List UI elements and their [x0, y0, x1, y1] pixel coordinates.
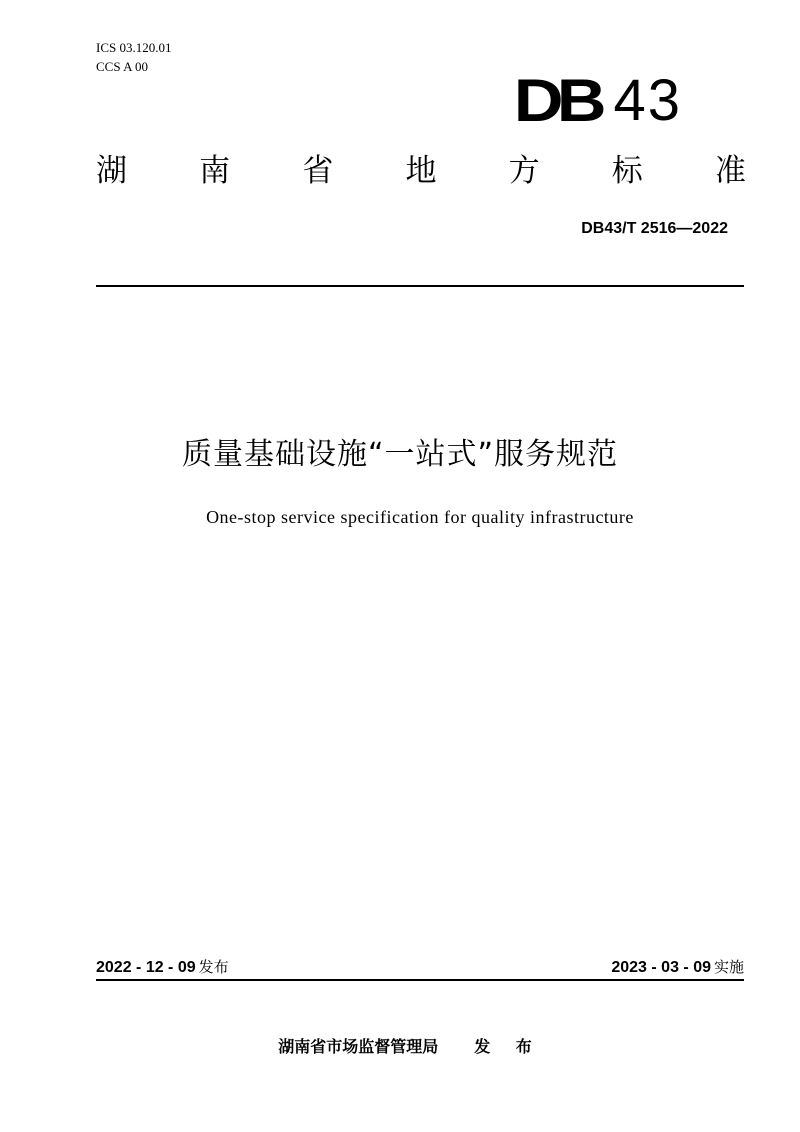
- issue-date-block: [96, 954, 229, 981]
- issuer-action: 发 布: [474, 1037, 542, 1056]
- implement-date: 2023 - 03 - 09: [611, 959, 711, 976]
- title-chinese: 质量基础设施“一站式”服务规范: [181, 437, 619, 472]
- classification-codes: [96, 38, 171, 76]
- implement-date-block: [611, 954, 744, 981]
- standard-number: DB43/T 2516—2022: [581, 220, 728, 237]
- standard-type-heading: [96, 148, 746, 194]
- ics-code: ICS 03.120.01: [96, 40, 172, 55]
- title-english: One-stop service specification for quality infrastructure: [206, 507, 634, 527]
- standard-type-char: 南: [199, 153, 231, 189]
- implement-label: 实施: [713, 958, 744, 976]
- issuer-line: [0, 1034, 800, 1060]
- db-logo: DB: [513, 67, 600, 134]
- standard-type-char: 湖: [96, 153, 127, 189]
- issue-label: 发布: [198, 958, 229, 976]
- standard-type-char: 省: [302, 153, 334, 189]
- region-code: 43: [613, 68, 682, 133]
- ccs-code: CCS A 00: [96, 59, 149, 74]
- issuer-organization: 湖南省市场监督管理局: [278, 1037, 439, 1056]
- standard-type-char: 标: [611, 153, 643, 189]
- bottom-divider: [96, 979, 744, 981]
- issue-date: 2022 - 12 - 09: [96, 959, 196, 976]
- standard-type-char: 地: [405, 153, 437, 189]
- standard-type-char: 方: [508, 153, 540, 189]
- standard-mark: [513, 66, 682, 136]
- date-row: [96, 954, 744, 980]
- top-divider: [96, 285, 744, 287]
- standard-type-char: 准: [714, 153, 746, 189]
